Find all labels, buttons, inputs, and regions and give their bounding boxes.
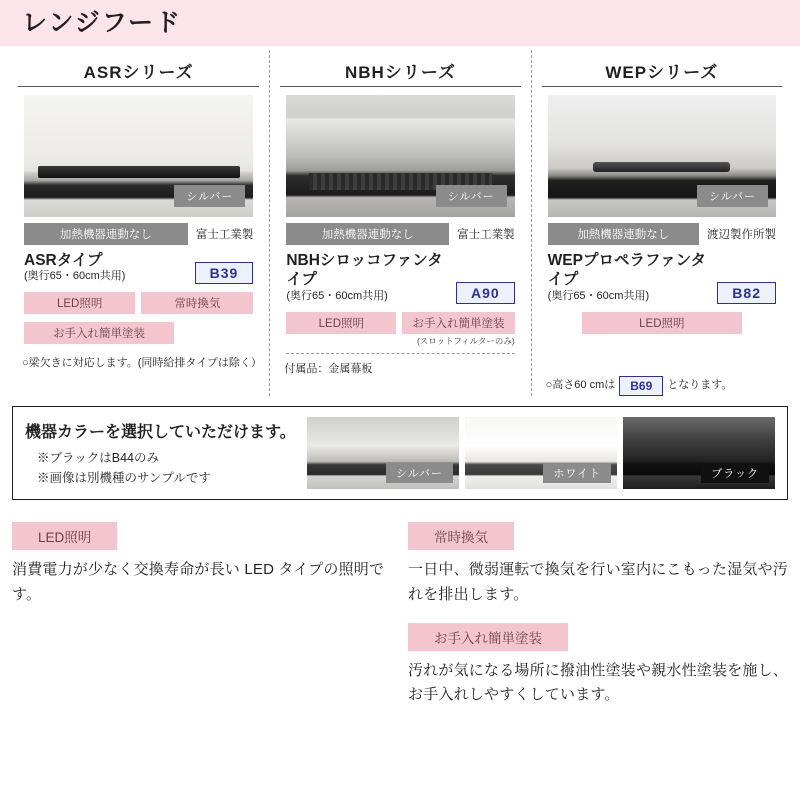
description-led [12, 522, 392, 607]
feature-chip: LED照明 [286, 312, 396, 334]
column-divider [286, 353, 514, 354]
type-name [548, 251, 718, 304]
type-depth: (奥行65・60cm共用) [547, 289, 650, 302]
type-depth: (奥行65・60cm共用) [24, 270, 126, 283]
page-title: レンジフード [22, 8, 183, 37]
product-code: B82 [717, 282, 776, 304]
swatch-label: シルバー [386, 463, 453, 483]
description-column-right [408, 522, 788, 707]
type-name [286, 251, 456, 304]
type-name-text: ASRタイプ [24, 252, 103, 269]
feature-row-2 [24, 322, 253, 344]
description-chip: 常時換気 [408, 522, 514, 550]
feature-chip: LED照明 [24, 292, 135, 314]
feature-row-1 [548, 312, 776, 334]
color-tag: シルバー [697, 185, 768, 207]
feature-row-1 [286, 312, 514, 334]
type-row [548, 251, 776, 304]
product-photo-nbh [286, 95, 514, 217]
series-title: WEPシリーズ [542, 58, 782, 87]
color-tag: シルバー [174, 185, 245, 207]
type-name-text: NBHシロッコファンタイプ [286, 252, 443, 289]
type-row [286, 251, 514, 304]
swatch-white[interactable] [465, 417, 617, 489]
type-row [24, 251, 253, 284]
color-tag: シルバー [436, 185, 507, 207]
product-column-wep [531, 50, 792, 396]
color-panel-title: 機器カラーを選択していただけます。 [25, 423, 296, 441]
note-suffix: となります。 [667, 379, 733, 392]
product-code: B39 [195, 262, 254, 284]
color-panel-text [25, 419, 307, 488]
feature-chip: LED照明 [582, 312, 742, 334]
note-prefix: ○高さ60 cmは [545, 379, 616, 392]
description-chip: お手入れ簡単塗装 [408, 623, 568, 651]
feature-descriptions [12, 522, 788, 707]
maker-label: 富士工業製 [457, 229, 515, 241]
description-ventilation [408, 522, 788, 607]
product-code: A90 [456, 282, 515, 304]
swatch-label: ブラック [701, 463, 769, 483]
color-selection-panel [12, 406, 788, 500]
product-column-nbh [269, 50, 530, 396]
feature-chip: お手入れ簡単塗装 [24, 322, 174, 344]
description-body: 一日中、微弱運転で換気を行い室内にこもった湿気や汚れを排出します。 [408, 561, 789, 603]
interlock-label: 加熱機器連動なし [548, 223, 699, 245]
description-body: 汚れが気になる場所に撥油性塗装や親水性塗装を施し、お手入れしやすくしています。 [408, 661, 789, 704]
product-photo-wep [548, 95, 776, 217]
color-swatches [307, 417, 775, 489]
product-note: ○梁欠きに対応します。(同時給排タイプは除く） [22, 357, 262, 370]
product-photo-asr [24, 95, 253, 217]
type-name-text: WEPプロペラファンタイプ [547, 252, 707, 289]
page-header [0, 0, 800, 46]
description-body: 消費電力が少なく交換寿命が長い LED タイプの照明です。 [12, 561, 385, 603]
series-title: NBHシリーズ [280, 58, 520, 87]
interlock-label: 加熱機器連動なし [286, 223, 449, 245]
feature-row-1 [24, 292, 253, 314]
maker-label: 富士工業製 [195, 229, 254, 241]
product-column-asr [8, 50, 269, 396]
spec-row [548, 223, 776, 245]
spec-row [286, 223, 514, 245]
swatch-black[interactable] [623, 417, 775, 489]
note-code: B69 [619, 376, 663, 397]
product-note: 付属品：金属幕板 [284, 362, 373, 375]
series-title: ASRシリーズ [18, 58, 259, 87]
description-column-left [12, 522, 392, 707]
description-coating [408, 623, 788, 708]
type-name [24, 251, 125, 284]
color-panel-note: ※ブラックはB44のみ [37, 450, 159, 465]
product-columns [0, 50, 800, 396]
maker-label: 渡辺製作所製 [706, 229, 776, 241]
type-depth: (奥行65・60cm共用) [286, 289, 388, 302]
feature-chip: お手入れ簡単塗装 [402, 312, 514, 334]
color-panel-note: ※画像は別機種のサンプルです [37, 470, 211, 485]
feature-chip: 常時換気 [141, 292, 253, 314]
swatch-label: ホワイト [543, 463, 611, 483]
swatch-silver[interactable] [307, 417, 459, 489]
spec-row [24, 223, 253, 245]
interlock-label: 加熱機器連動なし [24, 223, 188, 245]
product-note [546, 376, 780, 397]
description-chip: LED照明 [12, 522, 117, 550]
feature-footnote: (スロットフィルターのみ) [416, 335, 515, 346]
